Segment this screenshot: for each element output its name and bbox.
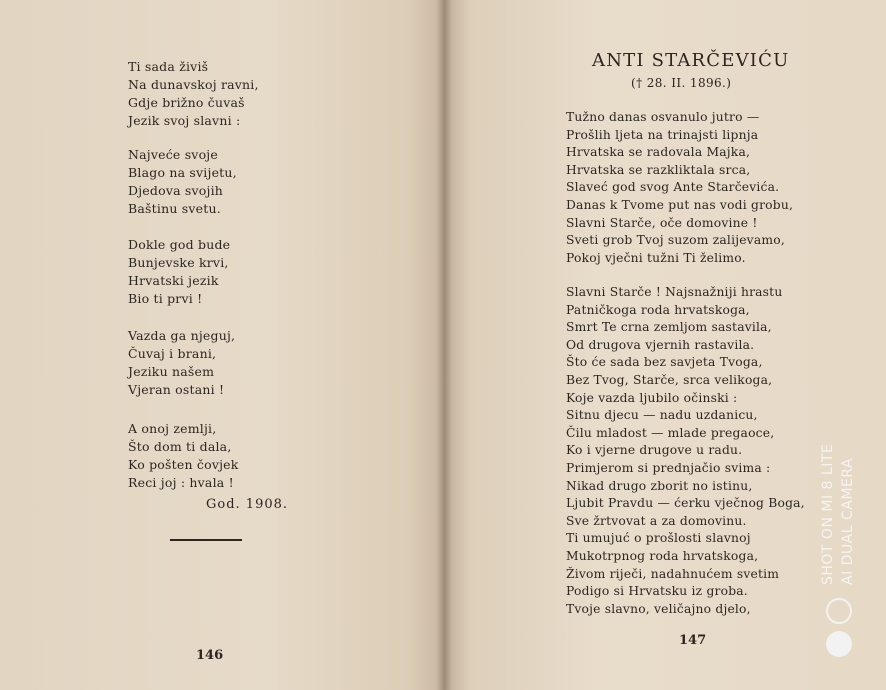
poem-line: Bio ti prvi ! [128,291,203,306]
left-stanza-3 [128,236,230,308]
poem-line: Što će sada bez savjeta Tvoga, [566,355,763,370]
poem-line: Čuvaj i brani, [128,346,217,361]
poem-line: Reci joj : hvala ! [128,475,234,490]
poem-line: Ko pošten čovjek [128,457,239,472]
poem-line: Ti sada živiš [128,59,209,74]
left-stanza-4 [128,327,235,399]
poem-line: Ti umujuć o prošlosti slavnoj [566,531,751,546]
poem-line: Što dom ti dala, [128,439,232,454]
poem-line: Čilu mladost — mlade pregaoce, [566,425,775,440]
poem-line: Gdje brižno čuvaš [128,95,245,110]
poem-line: Koje vazda ljubilo očinski : [566,390,738,405]
poem-subtitle: († 28. II. 1896.) [631,76,732,90]
poem-line: Prošlih ljeta na trinajsti lipnja [566,127,759,142]
poem-line: Nikad drugo zborit no istinu, [566,478,753,493]
poem-line: Na dunavskoj ravni, [128,77,259,92]
left-stanza-5 [128,420,239,492]
poem-line: Blago na svijetu, [128,165,237,180]
poem-line: Jeziku našem [128,364,215,379]
right-stanza-1 [566,109,793,267]
poem-line: Primjerom si prednjačio svima : [566,460,771,475]
poem-line: Baštinu svetu. [128,201,221,216]
watermark-ring-icon [826,598,852,624]
poem-line: Dokle god bude [128,237,231,252]
page-number-right: 147 [679,633,707,648]
poem-line: Najveće svoje [128,147,218,162]
watermark-line-2: AI DUAL CAMERA [840,457,856,585]
poem-line: Slavni Starče ! Najsnažniji hrastu [566,285,783,299]
poem-line: Sveti grob Tvoj suzom zalijevamo, [566,233,785,248]
poem-line: Sve žrtvovat a za domovinu. [566,513,747,528]
watermark-dot-icon [826,631,852,657]
poem-line: Ko i vjerne drugove u radu. [566,443,743,458]
poem-line: Ljubit Pravdu — ćerku vječnog Boga, [566,496,805,511]
right-stanza-2 [566,284,805,618]
poem-date: God. 1908. [206,497,289,512]
poem-line: Pokoj vječni tužni Ti želimo. [566,250,746,265]
poem-line: Jezik svoj slavni : [128,113,241,128]
poem-line: Od drugova vjernih rastavila. [566,337,755,352]
poem-line: Bunjevske krvi, [128,255,229,270]
poem-line: A onoj zemlji, [128,421,217,436]
poem-title: ANTI STARČEVIĆU [592,50,790,71]
poem-line: Tužno danas osvanulo jutro — [566,110,760,124]
poem-line: Sitnu djecu — nadu uzdanicu, [566,408,758,423]
poem-line: Podigo si Hrvatsku iz groba. [566,584,748,599]
section-divider [170,539,242,541]
poem-line: Patničkoga roda hrvatskoga, [566,302,750,317]
poem-line: Živom riječi, nadahnućem svetim [566,566,780,581]
left-stanza-2 [128,146,237,218]
page-number-left: 146 [196,648,224,663]
poem-line: Mukotrpnog roda hrvatskoga, [566,548,759,563]
left-stanza-1 [128,58,259,130]
book-gutter [436,0,452,690]
poem-line: Tvoje slavno, veličajno djelo, [566,601,751,616]
poem-line: Danas k Tvome put nas vodi grobu, [566,197,794,212]
poem-line: Slaveć god svog Ante Starčevića. [566,180,780,195]
poem-line: Djedova svojih [128,183,224,198]
poem-line: Slavni Starče, oče domovine ! [566,215,758,230]
poem-line: Hrvatski jezik [128,273,219,288]
camera-watermark [818,425,860,585]
poem-line: Hrvatska se razkliktala srca, [566,162,751,177]
poem-line: Vazda ga njeguj, [128,328,236,343]
poem-line: Bez Tvog, Starče, srca velikoga, [566,372,773,387]
poem-line: Hrvatska se radovala Majka, [566,145,751,160]
poem-line: Vjeran ostani ! [128,382,225,397]
watermark-line-1: SHOT ON MI 8 LITE [820,443,836,585]
poem-line: Smrt Te crna zemljom sastavila, [566,320,772,335]
